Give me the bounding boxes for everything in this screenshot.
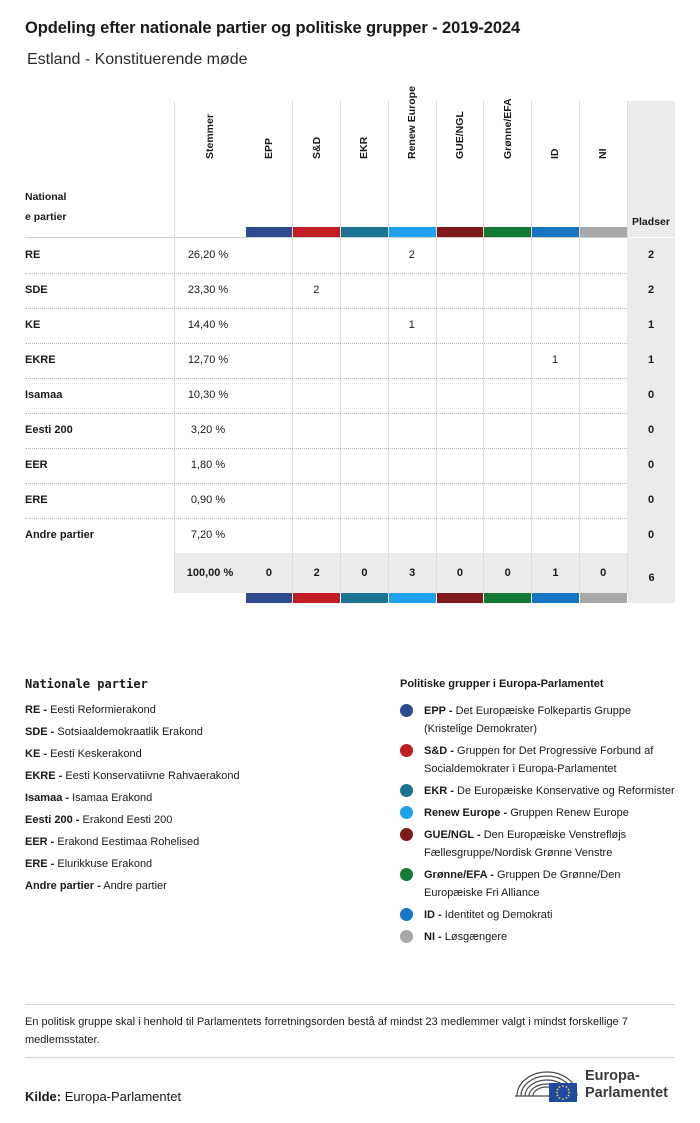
group-header-label: EPP bbox=[262, 137, 275, 159]
vote-share: 12,70 % bbox=[187, 354, 229, 366]
group-total: 0 bbox=[265, 567, 272, 579]
group-name: Gruppen Renew Europe bbox=[510, 807, 629, 819]
national-parties-header bbox=[25, 187, 66, 227]
total-percent: 100,00 % bbox=[186, 567, 234, 579]
party-code: EKRE bbox=[25, 354, 56, 366]
party-code: EER - bbox=[25, 836, 55, 848]
group-header-label: ID bbox=[549, 148, 562, 159]
table-row bbox=[25, 343, 675, 378]
group-legend-item bbox=[400, 702, 675, 738]
group-legend-item bbox=[400, 742, 675, 778]
party-seats: 0 bbox=[627, 378, 675, 413]
table-row bbox=[25, 308, 675, 343]
vote-share: 10,30 % bbox=[187, 389, 229, 401]
group-color-bar bbox=[437, 227, 484, 237]
group-name: Den Europæiske Venstrefløjs Fællesgruppe/Nordisk Grønne Venstre bbox=[424, 829, 627, 859]
group-name: Gruppen De Grønne/Den Europæiske Fri Alliance bbox=[424, 869, 621, 899]
group-name: Det Europæiske Folkepartis Gruppe (Kristelige Demokrater) bbox=[424, 705, 632, 735]
group-legend-item bbox=[400, 804, 675, 822]
group-color-dot-icon bbox=[400, 868, 413, 881]
national-party-legend-item bbox=[25, 856, 385, 878]
logo-line2: Parlamentet bbox=[585, 1085, 669, 1101]
party-name: Andre partier bbox=[103, 880, 167, 892]
party-seats: 1 bbox=[627, 343, 675, 378]
group-seats-cell: 1 bbox=[408, 319, 415, 331]
national-party-legend-item bbox=[25, 768, 385, 790]
group-color-bar bbox=[484, 593, 531, 603]
groups-legend bbox=[400, 702, 675, 950]
group-code: S&D - bbox=[424, 745, 454, 757]
group-seats-cell: 2 bbox=[313, 284, 320, 296]
vote-share: 1,80 % bbox=[190, 459, 226, 471]
group-code: EKR - bbox=[424, 785, 454, 797]
group-total: 0 bbox=[504, 567, 511, 579]
party-code: EKRE - bbox=[25, 770, 63, 782]
party-code: Eesti 200 bbox=[25, 424, 73, 436]
totals-row bbox=[175, 553, 675, 593]
party-code: EER bbox=[25, 459, 48, 471]
group-total: 3 bbox=[409, 567, 416, 579]
party-name: Erakond Eestimaa Rohelised bbox=[57, 836, 200, 848]
national-party-legend-item bbox=[25, 790, 385, 812]
group-legend-item bbox=[400, 782, 675, 800]
party-code: ERE bbox=[25, 494, 48, 506]
group-seats-cell: 2 bbox=[408, 249, 415, 261]
group-color-dot-icon bbox=[400, 806, 413, 819]
group-name: De Europæiske Konservative og Reformister bbox=[457, 785, 675, 797]
group-code: NI - bbox=[424, 931, 442, 943]
group-header-label: Grønne/EFA bbox=[501, 98, 514, 159]
party-code: KE bbox=[25, 319, 41, 331]
party-name: Sotsiaaldemokraatlik Erakond bbox=[57, 726, 203, 738]
vote-share: 14,40 % bbox=[187, 319, 229, 331]
national-party-legend-item bbox=[25, 834, 385, 856]
group-color-bar bbox=[484, 227, 531, 237]
vote-share: 3,20 % bbox=[190, 424, 226, 436]
group-legend-item bbox=[400, 866, 675, 902]
group-color-bar bbox=[246, 593, 293, 603]
party-name: Isamaa Erakond bbox=[72, 792, 153, 804]
party-code: Andre partier - bbox=[25, 880, 101, 892]
party-code: ERE - bbox=[25, 858, 55, 870]
national-party-legend-item bbox=[25, 702, 385, 724]
european-parliament-logo bbox=[515, 1066, 680, 1106]
results-table bbox=[25, 86, 675, 603]
group-header-renew-europe bbox=[388, 86, 436, 237]
group-name: Identitet og Demokrati bbox=[444, 909, 553, 921]
group-seats-cell: 1 bbox=[551, 354, 559, 366]
seats-header-label: Pladser bbox=[632, 216, 670, 228]
party-code: SDE bbox=[25, 284, 48, 296]
logo-text bbox=[585, 1068, 668, 1102]
national-header-line2: e partier bbox=[25, 211, 67, 223]
table-row bbox=[25, 413, 675, 448]
group-color-dot-icon bbox=[400, 930, 413, 943]
group-header-label: EKR bbox=[358, 136, 371, 159]
vote-share: 0,90 % bbox=[190, 494, 226, 506]
group-name: Løsgængere bbox=[444, 931, 508, 943]
group-code: Renew Europe - bbox=[424, 807, 508, 819]
party-code: RE bbox=[25, 249, 41, 261]
page-subtitle: Estland - Konstituerende møde bbox=[27, 51, 248, 68]
group-color-bar bbox=[293, 227, 340, 237]
party-name: Eesti Konservatiivne Rahvaerakond bbox=[65, 770, 240, 782]
party-seats: 0 bbox=[627, 448, 675, 483]
group-legend-item bbox=[400, 826, 675, 862]
group-color-bar bbox=[580, 593, 627, 603]
group-color-bar bbox=[341, 593, 388, 603]
group-header-label: GUE/NGL bbox=[453, 111, 466, 159]
source-value: Europa-Parlamentet bbox=[64, 1089, 182, 1104]
group-color-bar bbox=[246, 227, 293, 237]
party-name: Elurikkuse Erakond bbox=[57, 858, 153, 870]
source-label: Kilde: bbox=[25, 1089, 62, 1104]
votes-header-label: Stemmer bbox=[204, 114, 216, 159]
group-header-ekr bbox=[341, 101, 389, 237]
party-code: RE - bbox=[25, 704, 47, 716]
table-row bbox=[25, 483, 675, 518]
group-color-dot-icon bbox=[400, 744, 413, 757]
group-header-gue-ngl bbox=[436, 101, 484, 237]
group-color-bar bbox=[580, 227, 627, 237]
group-header-epp bbox=[245, 101, 293, 237]
national-party-legend-item bbox=[25, 746, 385, 768]
group-header-id bbox=[532, 101, 580, 237]
logo-line1: Europa- bbox=[585, 1068, 640, 1084]
seats-header bbox=[627, 101, 675, 237]
table-row bbox=[25, 518, 675, 553]
group-color-bar bbox=[341, 227, 388, 237]
group-header-label: Renew Europe bbox=[406, 86, 419, 159]
group-color-bar bbox=[389, 593, 436, 603]
group-color-bar bbox=[389, 227, 436, 237]
groups-legend-heading: Politiske grupper i Europa-Parlamentet bbox=[400, 678, 604, 690]
group-total: 0 bbox=[600, 567, 607, 579]
party-seats: 2 bbox=[627, 273, 675, 308]
party-seats: 0 bbox=[627, 413, 675, 448]
party-seats: 2 bbox=[627, 238, 675, 273]
table-row bbox=[25, 448, 675, 483]
national-party-legend-item bbox=[25, 812, 385, 834]
vote-share: 26,20 % bbox=[187, 249, 229, 261]
party-code: KE - bbox=[25, 748, 47, 760]
page-title: Opdeling efter nationale partier og politiske grupper - 2019-2024 bbox=[25, 19, 521, 37]
party-name: Eesti Reformierakond bbox=[50, 704, 156, 716]
party-name: Erakond Eesti 200 bbox=[82, 814, 173, 826]
group-header-sandd bbox=[293, 101, 341, 237]
party-code: Eesti 200 - bbox=[25, 814, 80, 826]
group-header-label: NI bbox=[597, 148, 610, 159]
group-code: GUE/NGL - bbox=[424, 829, 481, 841]
group-color-dot-icon bbox=[400, 908, 413, 921]
group-header-ni bbox=[579, 101, 627, 237]
group-code: EPP - bbox=[424, 705, 453, 717]
total-seats: 6 bbox=[627, 553, 675, 603]
group-header-label: S&D bbox=[310, 136, 323, 159]
table-row bbox=[25, 378, 675, 413]
national-parties-legend-heading: Nationale partier bbox=[25, 677, 148, 691]
source bbox=[25, 1089, 181, 1104]
group-name: Gruppen for Det Progressive Forbund af Socialdemokrater i Europa-Parlamentet bbox=[424, 745, 654, 775]
votes-header bbox=[175, 101, 245, 237]
divider bbox=[25, 1004, 675, 1005]
party-code: Isamaa - bbox=[25, 792, 70, 804]
group-total: 1 bbox=[552, 567, 559, 579]
group-header-grønne-efa bbox=[484, 98, 532, 237]
group-code: Grønne/EFA - bbox=[424, 869, 494, 881]
party-seats: 0 bbox=[627, 518, 675, 553]
vote-share: 23,30 % bbox=[187, 284, 229, 296]
group-legend-item bbox=[400, 928, 675, 946]
party-seats: 0 bbox=[627, 483, 675, 518]
group-total: 0 bbox=[361, 567, 368, 579]
party-seats: 1 bbox=[627, 308, 675, 343]
party-code: Isamaa bbox=[25, 389, 63, 401]
group-color-bar bbox=[437, 593, 484, 603]
group-total: 0 bbox=[456, 567, 463, 579]
group-color-dot-icon bbox=[400, 704, 413, 717]
party-code: Andre partier bbox=[25, 529, 95, 541]
national-header-line1: National bbox=[25, 191, 67, 203]
group-color-bar bbox=[532, 227, 579, 237]
vote-share: 7,20 % bbox=[190, 529, 226, 541]
party-code: SDE - bbox=[25, 726, 55, 738]
group-color-bar bbox=[532, 593, 579, 603]
national-parties-legend bbox=[25, 702, 385, 900]
national-party-legend-item bbox=[25, 724, 385, 746]
european-parliament-logo-icon bbox=[515, 1066, 579, 1104]
divider bbox=[25, 1057, 675, 1058]
footnote: En politisk gruppe skal i henhold til Parlamentets forretningsorden bestå af mindst 23 medlemmer valgt i mindst forskellige 7 medlemsstater. bbox=[25, 1016, 628, 1046]
group-legend-item bbox=[400, 906, 675, 924]
party-name: Eesti Keskerakond bbox=[50, 748, 142, 760]
group-color-dot-icon bbox=[400, 828, 413, 841]
national-party-legend-item bbox=[25, 878, 385, 900]
group-color-dot-icon bbox=[400, 784, 413, 797]
group-total: 2 bbox=[313, 567, 320, 579]
table-row bbox=[25, 273, 675, 308]
group-color-bar bbox=[293, 593, 340, 603]
group-code: ID - bbox=[424, 909, 442, 921]
table-row bbox=[25, 238, 675, 273]
